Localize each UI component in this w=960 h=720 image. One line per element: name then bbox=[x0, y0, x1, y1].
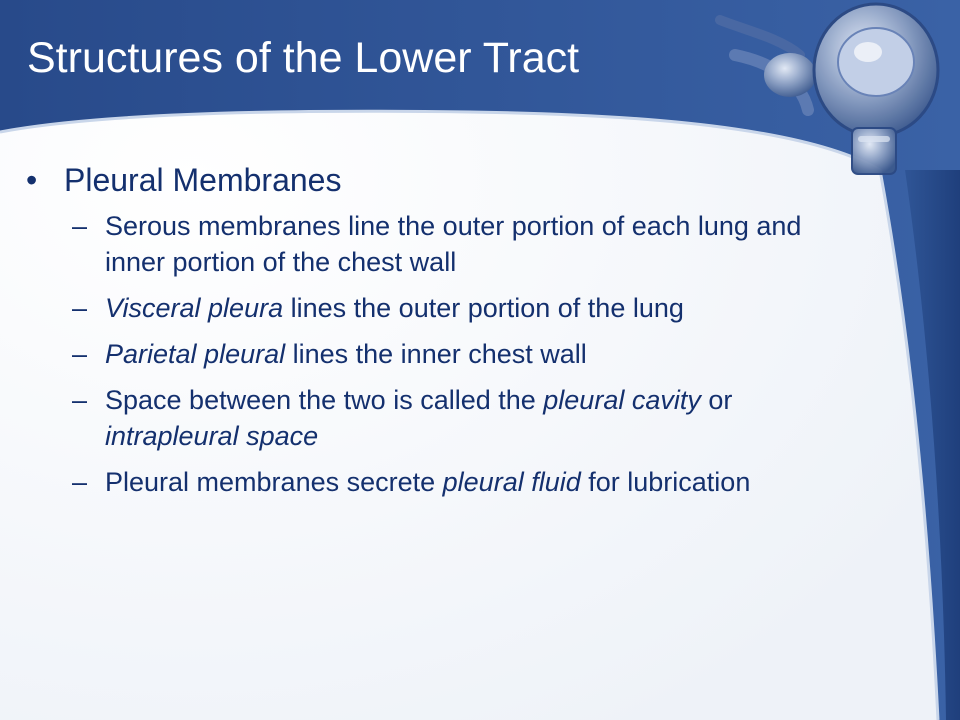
italic-term: pleural fluid bbox=[442, 467, 581, 497]
sub-bullet-marker: – bbox=[72, 467, 88, 497]
sub-bullet-text: Serous membranes line the outer portion of each lung and inner portion of the chest wall bbox=[105, 211, 802, 277]
sub-bullet-text: lines the inner chest wall bbox=[285, 339, 587, 369]
sub-bullet-text: Space between the two is called the bbox=[105, 385, 544, 415]
bullet-marker: • bbox=[26, 162, 38, 198]
sub-bullet-item bbox=[26, 208, 805, 280]
italic-term: pleural cavity bbox=[543, 385, 701, 415]
sub-bullet-marker: – bbox=[72, 211, 88, 241]
sub-bullet-item bbox=[26, 382, 805, 454]
sub-bullet-item bbox=[26, 336, 805, 372]
slide-content bbox=[26, 160, 826, 510]
sub-bullet-item bbox=[26, 464, 805, 500]
sub-bullet-text: lines the outer portion of the lung bbox=[283, 293, 684, 323]
sub-bullet-text: or bbox=[700, 385, 733, 415]
sub-bullet-marker: – bbox=[72, 385, 88, 415]
sub-bullet-item bbox=[26, 290, 805, 326]
italic-term: intrapleural space bbox=[105, 421, 319, 451]
sub-bullet-marker: – bbox=[72, 339, 88, 369]
sub-bullet-marker: – bbox=[72, 293, 88, 323]
italic-term: Visceral pleura bbox=[105, 293, 284, 323]
sub-bullet-list bbox=[26, 208, 826, 500]
italic-term: Parietal pleural bbox=[105, 339, 286, 369]
slide-title: Structures of the Lower Tract bbox=[27, 34, 580, 82]
sub-bullet-text: for lubrication bbox=[580, 467, 751, 497]
bullet-item bbox=[26, 160, 826, 200]
sub-bullet-text: Pleural membranes secrete bbox=[105, 467, 443, 497]
bullet-text: Pleural Membranes bbox=[64, 162, 342, 198]
